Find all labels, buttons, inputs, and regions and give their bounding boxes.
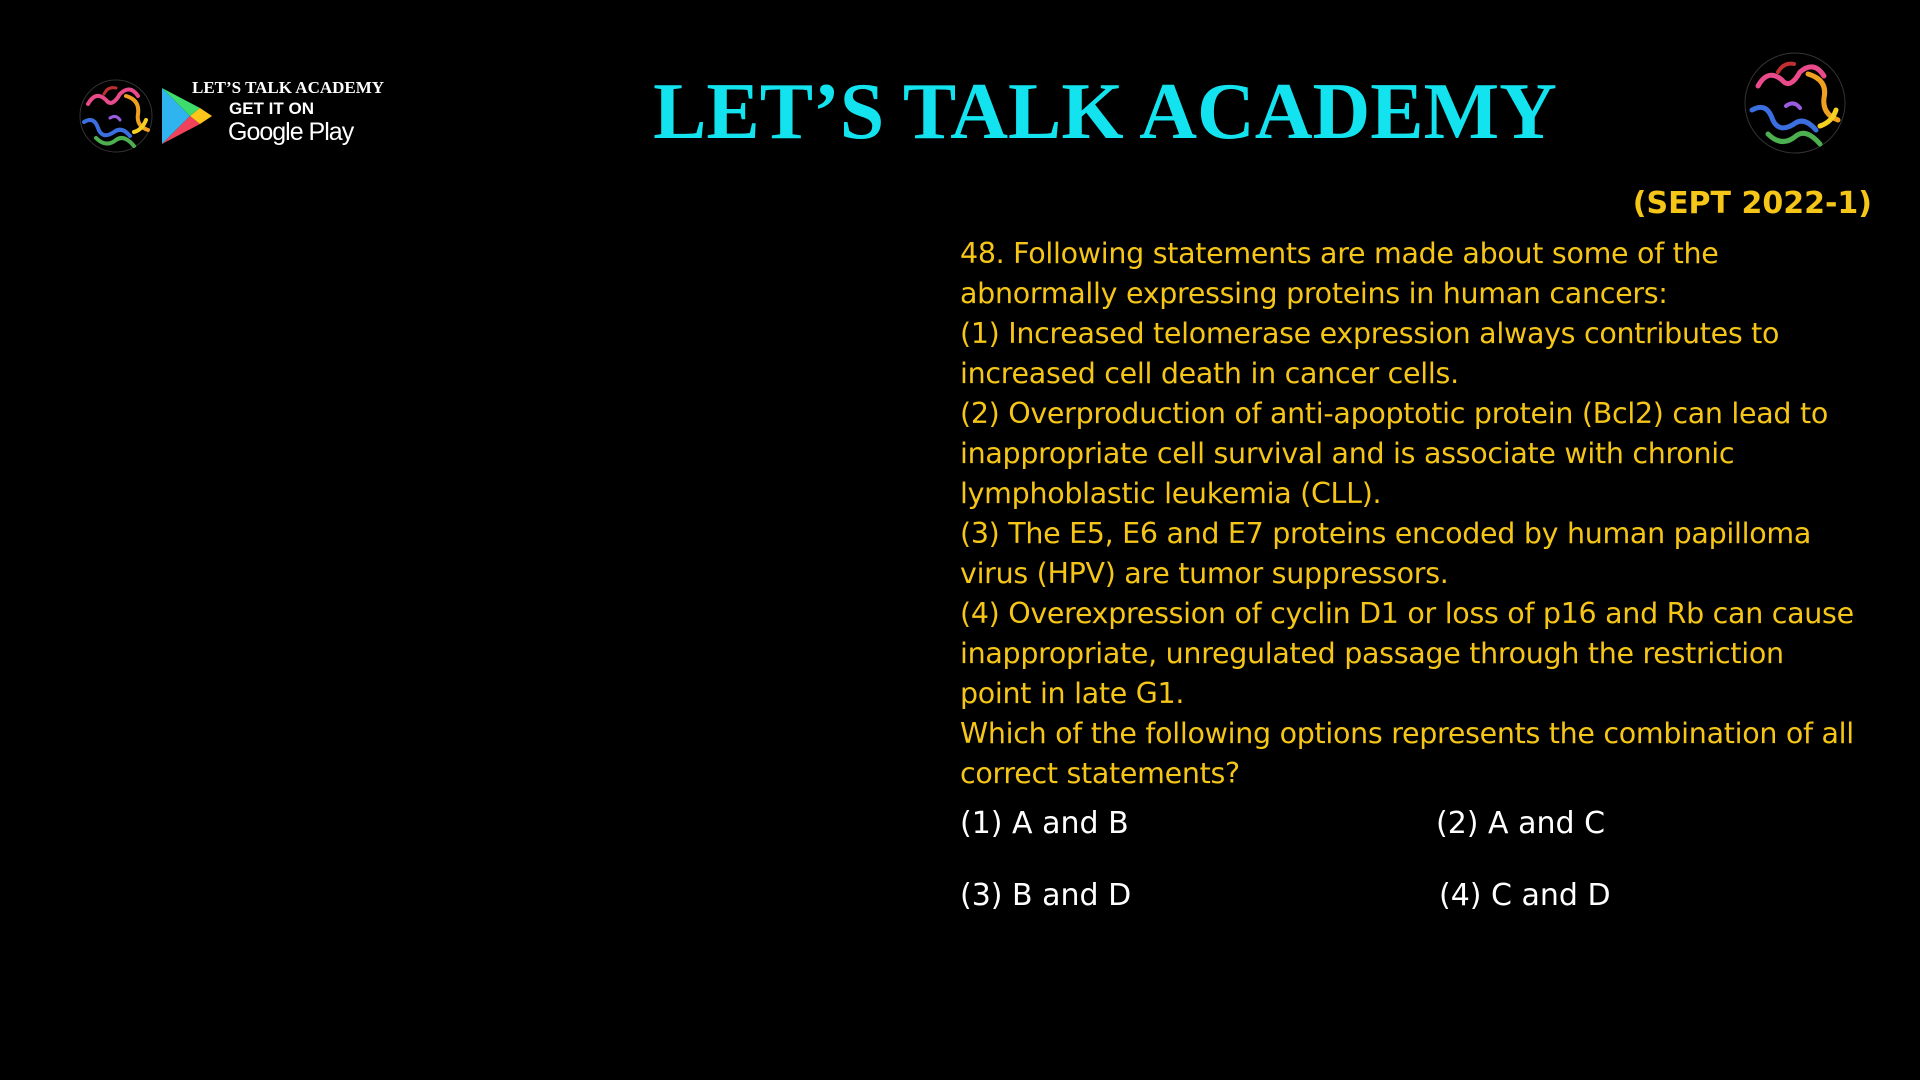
exam-session-tag: (SEPT 2022-1) bbox=[1632, 186, 1872, 221]
statement-4: (4) Overexpression of cyclin D1 or loss of p16 and Rb can cause inappropriate, unregulated passage through the restriction point in late G1. bbox=[960, 597, 1854, 710]
option-1[interactable]: (1) A and B bbox=[960, 806, 1129, 841]
answer-options bbox=[960, 806, 1860, 926]
protein-logo-icon bbox=[1738, 46, 1852, 160]
badge-store-name: Google Play bbox=[228, 118, 354, 146]
statement-2: (2) Overproduction of anti-apoptotic protein (Bcl2) can lead to inappropriate cell survival and is associate with chronic lymphoblastic leukemia (CLL). bbox=[960, 397, 1828, 510]
statement-1: (1) Increased telomerase expression always contributes to increased cell death in cancer cells. bbox=[960, 317, 1780, 390]
question-prompt: Which of the following options represents the combination of all correct statements? bbox=[960, 717, 1854, 790]
academy-logo-right bbox=[1738, 46, 1852, 160]
statement-3: (3) The E5, E6 and E7 proteins encoded by human papilloma virus (HPV) are tumor suppressors. bbox=[960, 517, 1811, 590]
question-stem: 48. Following statements are made about some of the abnormally expressing proteins in human cancers: bbox=[960, 237, 1719, 310]
question-text bbox=[960, 234, 1860, 794]
option-2[interactable]: (2) A and C bbox=[1436, 806, 1606, 841]
option-3[interactable]: (3) B and D bbox=[960, 878, 1132, 913]
page-title: LET’S TALK ACADEMY bbox=[653, 68, 1557, 156]
badge-get-it-on: GET IT ON bbox=[229, 99, 314, 118]
badge-academy-name: LET’S TALK ACADEMY bbox=[192, 78, 385, 97]
option-4[interactable]: (4) C and D bbox=[1439, 878, 1611, 913]
